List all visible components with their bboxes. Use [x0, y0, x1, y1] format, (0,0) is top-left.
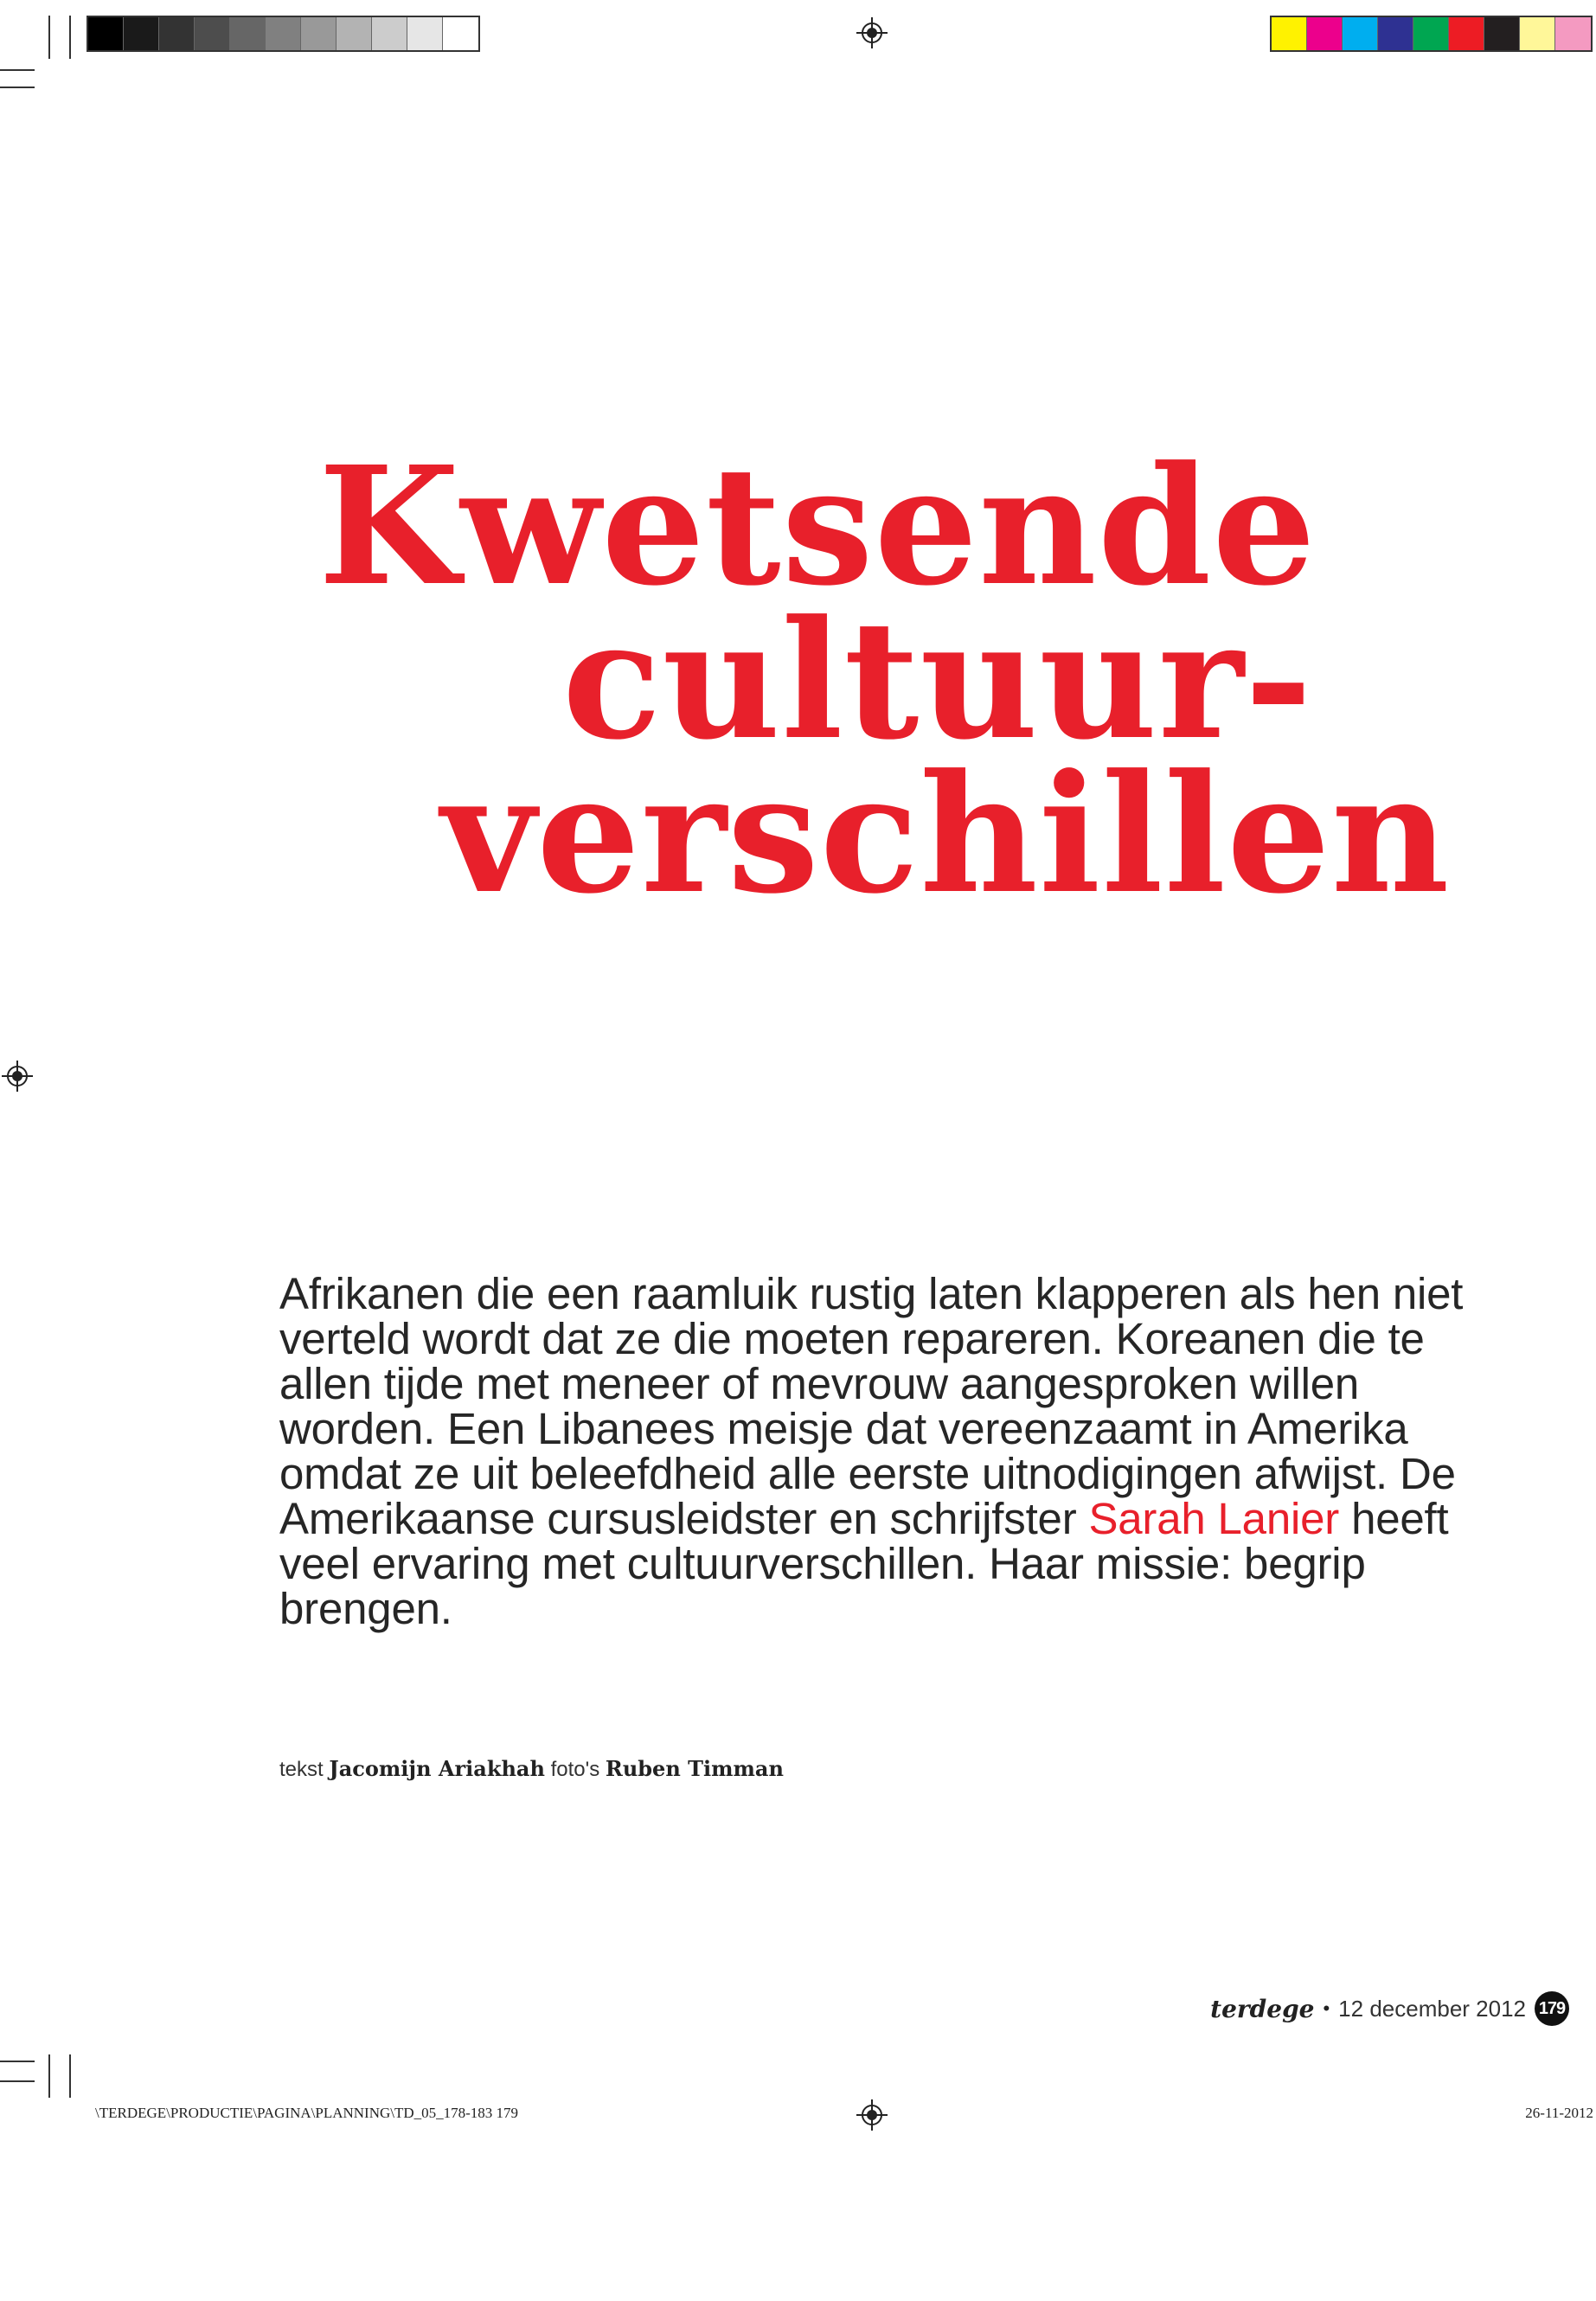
color-swatch	[1484, 17, 1520, 50]
intro-text: heeft veel ervaring met cultuurverschillen. Haar missie: begrip brengen.	[279, 1494, 1449, 1633]
credit-photo-label: foto's	[550, 1758, 600, 1781]
registration-mark-icon	[856, 2099, 888, 2131]
color-swatch	[407, 17, 443, 50]
color-swatch	[443, 17, 478, 50]
crop-mark	[69, 2054, 71, 2098]
credit-photographer: Ruben Timman	[605, 1756, 784, 1781]
crop-mark	[0, 2080, 35, 2082]
color-swatch	[1343, 17, 1378, 50]
color-bar	[1270, 16, 1593, 52]
crop-mark	[69, 16, 71, 59]
color-swatch	[372, 17, 407, 50]
color-swatch	[301, 17, 337, 50]
article-intro	[279, 1269, 1490, 1633]
article-headline	[0, 431, 1596, 930]
issue-date: 12 december 2012	[1338, 1995, 1526, 2022]
color-swatch	[230, 17, 266, 50]
credit-author: Jacomijn Ariakhah	[329, 1756, 545, 1781]
color-swatch	[1555, 17, 1591, 50]
headline-line: cultuur-	[562, 585, 1313, 776]
page-footer	[1210, 1990, 1569, 2028]
grayscale-bar	[87, 16, 480, 52]
headline-line: verschillen	[441, 739, 1451, 930]
crop-mark	[0, 69, 35, 71]
color-swatch	[1413, 17, 1449, 50]
headline-line: Kwetsende	[318, 431, 1317, 622]
color-swatch	[1272, 17, 1307, 50]
color-swatch	[159, 17, 195, 50]
color-swatch	[124, 17, 159, 50]
crop-mark	[48, 16, 50, 59]
production-slug-path: \TERDEGE\PRODUCTIE\PAGINA\PLANNING\TD_05_178-183 179	[95, 2105, 519, 2121]
registration-mark-icon	[856, 17, 888, 48]
magazine-logo: terdege	[1210, 1994, 1315, 2023]
color-swatch	[1307, 17, 1343, 50]
intro-highlight-name: Sarah Lanier	[1088, 1494, 1340, 1543]
color-swatch	[195, 17, 230, 50]
color-swatch	[1449, 17, 1484, 50]
color-swatch	[88, 17, 124, 50]
credit-text-label: tekst	[279, 1758, 324, 1781]
crop-mark	[48, 2054, 50, 2098]
color-swatch	[266, 17, 301, 50]
color-swatch	[1378, 17, 1413, 50]
crop-mark	[0, 87, 35, 88]
registration-mark-icon	[2, 1061, 33, 1092]
article-credits	[279, 1756, 784, 1782]
crop-mark	[0, 2061, 35, 2062]
color-swatch	[1520, 17, 1555, 50]
intro-text: Afrikanen die een raamluik rustig laten klapperen als hen niet verteld wordt dat ze die moeten repareren. Koreanen die te allen tijde met meneer of mevrouw aangesproken willen worden. Een Libanees meisje dat vereenzaamt in Amerika omdat ze uit beleefdheid alle eerste uitnodigingen afwijst. De Amerikaanse cursusleidster en schrijfster	[279, 1269, 1464, 1543]
production-slug-date: 26-11-2012	[1525, 2105, 1593, 2121]
page-number-badge: 179	[1535, 1991, 1569, 2026]
footer-separator: •	[1323, 1997, 1330, 2019]
color-swatch	[337, 17, 372, 50]
